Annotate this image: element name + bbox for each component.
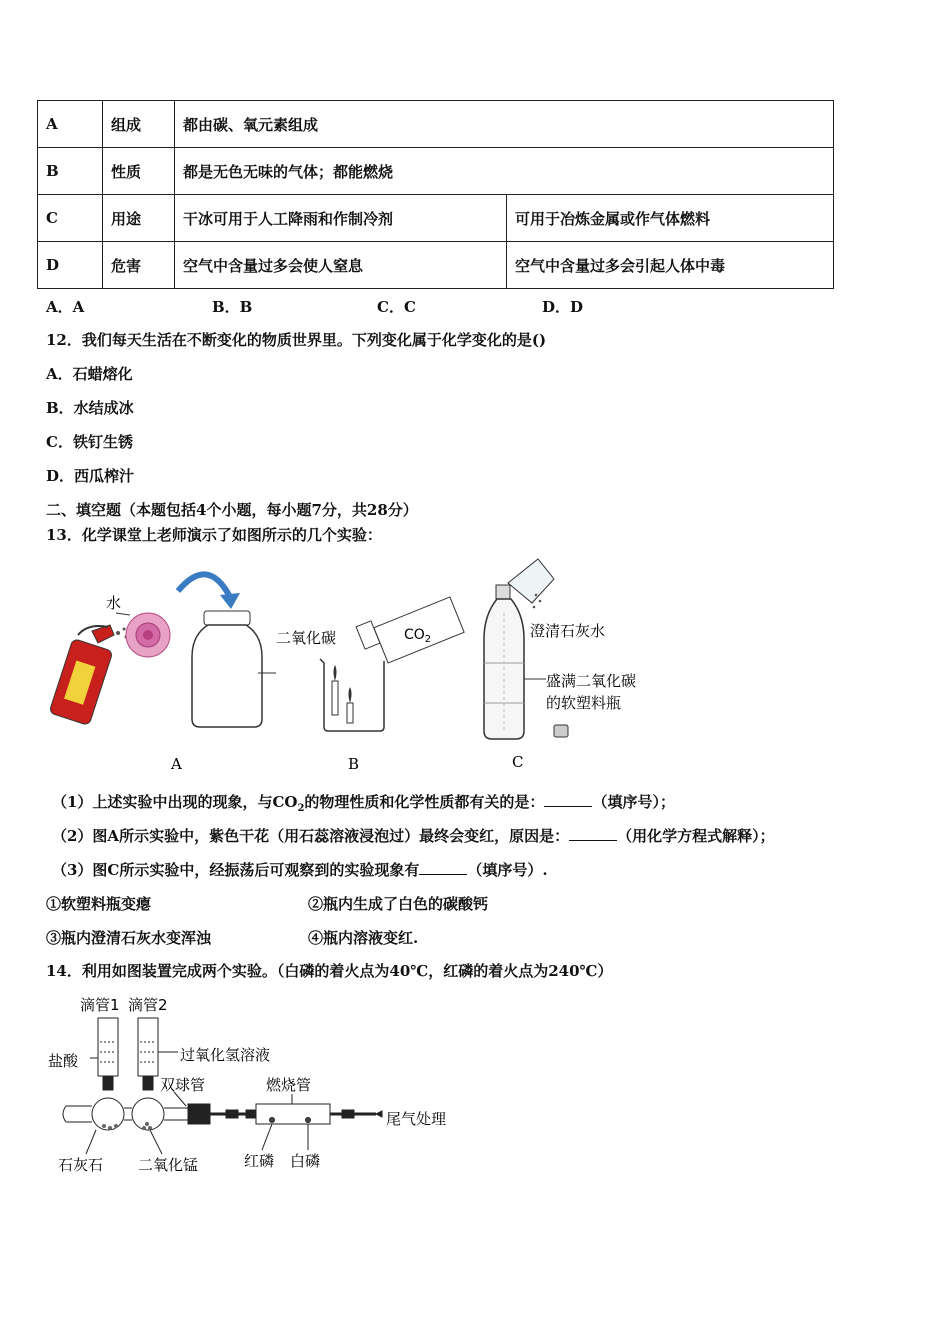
q12-option-c: C．铁钉生锈 (46, 433, 133, 451)
burn-tube-label: 燃烧管 (266, 1076, 312, 1094)
q12-option-d: D．西瓜榨汁 (46, 467, 135, 485)
q12-stem: 12．我们每天生活在不断变化的物质世界里。下列变化属于化学变化的是() (46, 331, 547, 349)
plastic-bottle-icon (484, 585, 524, 739)
water-label: 水 (106, 594, 122, 612)
tail-gas-label: 尾气处理 (386, 1110, 447, 1128)
white-p-label: 白磷 (290, 1152, 321, 1170)
row-cell: 都是无色无味的气体；都能燃烧 (175, 148, 834, 195)
q13-stem: 13．化学课堂上老师演示了如图所示的几个实验： (46, 526, 382, 544)
row-key: C (38, 195, 103, 242)
double-bulb-tube-icon (63, 1098, 256, 1130)
q13-experiment-figure (48, 553, 658, 775)
row-cell: 空气中含量过多会使人窒息 (175, 242, 507, 289)
comparison-table (37, 100, 834, 289)
row-topic: 危害 (103, 242, 175, 289)
caption-a: A (171, 755, 182, 773)
q11-option-a: A．A (46, 298, 85, 316)
red-p-label: 红磷 (244, 1152, 275, 1170)
row-key: A (38, 101, 103, 148)
double-bulb-label: 双球管 (160, 1076, 206, 1094)
q13-part3: （3）图C所示实验中，经振荡后可观察到的实验现象有 （填序号）. (52, 861, 548, 879)
co2-vertical-label: 二氧化碳 (276, 629, 337, 647)
limewater-label: 澄清石灰水 (530, 622, 606, 640)
row-topic: 用途 (103, 195, 175, 242)
q13-choice-4: ④瓶内溶液变红. (308, 929, 419, 947)
hcl-label: 盐酸 (48, 1052, 79, 1070)
row-cell: 都由碳、氧元素组成 (175, 101, 834, 148)
q13-part2: （2）图A所示实验中，紫色干花（用石蕊溶液浸泡过）最终会变红，原因是： （用化学方程式解释）； (52, 827, 775, 845)
h2o2-label: 过氧化氢溶液 (180, 1046, 271, 1064)
row-cell: 空气中含量过多会引起人体中毒 (507, 242, 834, 289)
beaker-icon (320, 659, 384, 731)
row-topic: 性质 (103, 148, 175, 195)
limestone-label: 石灰石 (58, 1156, 104, 1174)
q13-part1: （1）上述实验中出现的现象，与$CO_2$的物理性质和化学性质都有关的是： （填序号）； (52, 793, 675, 814)
row-topic: 组成 (103, 101, 175, 148)
gas-jar-icon (192, 611, 262, 727)
bottle-label-line2: 的软塑料瓶 (546, 694, 622, 712)
table-row (38, 195, 834, 242)
mno2-label: 二氧化锰 (138, 1156, 199, 1174)
co2-cylinder-icon (356, 597, 464, 663)
row-cell: 干冰可用于人工降雨和作制冷剂 (175, 195, 507, 242)
q12-option-a: A．石蜡熔化 (46, 365, 133, 383)
co2-box-label: $CO_2$ (404, 627, 432, 645)
arrow-icon (178, 574, 230, 597)
q14-stem: 14．利用如图装置完成两个实验。（白磷的着火点为40℃，红磷的着火点为240℃） (46, 962, 613, 980)
row-cell: 可用于冶炼金属或作气体燃料 (507, 195, 834, 242)
q11-option-b: B．B (212, 298, 253, 316)
q12-option-b: B．水结成冰 (46, 399, 134, 417)
caption-b: B (348, 755, 360, 773)
dropper-icon (138, 1018, 158, 1090)
flower-icon (126, 613, 170, 657)
limewater-cup-icon (508, 559, 554, 608)
q13-choice-3: ③瓶内澄清石灰水变浑浊 (46, 929, 212, 947)
caption-c: C (512, 753, 524, 771)
row-key: D (38, 242, 103, 289)
q14-apparatus-figure (46, 990, 466, 1180)
burning-tube-icon (246, 1104, 382, 1124)
bottle-label-line1: 盛满二氧化碳 (546, 672, 637, 690)
table-row (38, 101, 834, 148)
q13-choice-2: ②瓶内生成了白色的碳酸钙 (308, 895, 489, 913)
dropper2-label: 滴管2 (128, 996, 168, 1014)
section-heading: 二、填空题（本题包括4个小题，每小题7分，共28分） (46, 501, 418, 519)
table-row (38, 148, 834, 195)
row-key: B (38, 148, 103, 195)
table-row (38, 242, 834, 289)
spray-bottle-icon (49, 625, 128, 726)
q13-choice-1: ①软塑料瓶变瘪 (46, 895, 152, 913)
bottle-cap-icon (554, 725, 568, 737)
dropper1-label: 滴管1 (80, 996, 120, 1014)
q11-option-d: D．D (542, 298, 584, 316)
dropper-icon (98, 1018, 118, 1090)
q11-option-c: C．C (377, 298, 416, 316)
